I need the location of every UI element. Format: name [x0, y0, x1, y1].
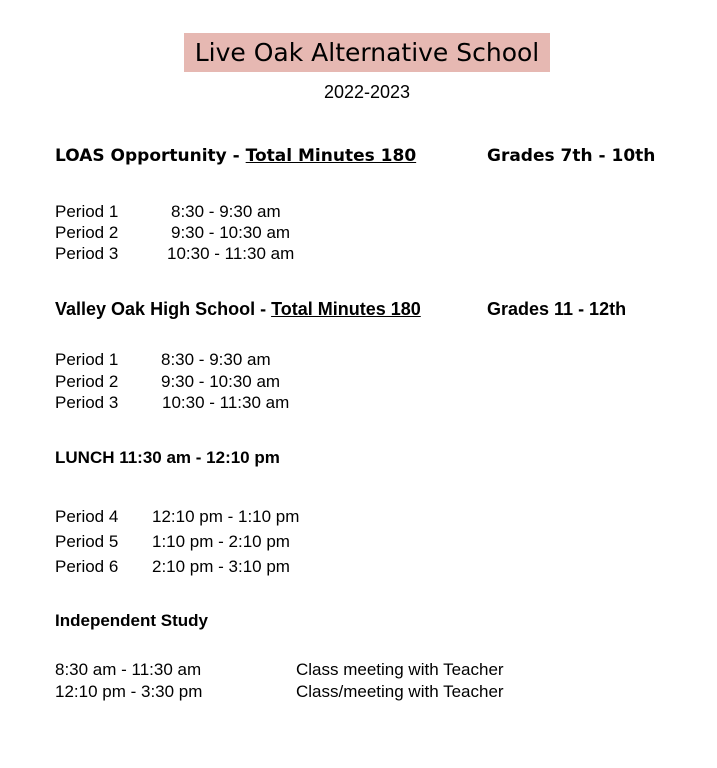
valley-period-3-label: Period 3: [55, 393, 119, 412]
loas-period-2-time: 9:30 - 10:30 am: [171, 223, 291, 242]
period-4-label: Period 4: [55, 507, 119, 526]
loas-heading-label: LOAS Opportunity -: [55, 146, 246, 166]
period-6-label: Period 6: [55, 557, 119, 576]
loas-period-3-label: Period 3: [55, 244, 119, 263]
loas-period-1-label: Period 1: [55, 202, 119, 221]
period-6-time: 2:10 pm - 3:10 pm: [152, 557, 290, 576]
valley-period-2-label: Period 2: [55, 372, 119, 391]
loas-period-1-time: 8:30 - 9:30 am: [171, 202, 281, 221]
loas-total-minutes: Total Minutes 180: [245, 146, 417, 166]
valley-grades: Grades 11 - 12th: [487, 299, 627, 319]
independent-row-2-desc: Class/meeting with Teacher: [296, 682, 504, 701]
loas-period-3-time: 10:30 - 11:30 am: [167, 244, 295, 263]
valley-period-2-time: 9:30 - 10:30 am: [161, 372, 281, 391]
school-title: Live Oak Alternative School: [184, 33, 550, 72]
valley-heading: [55, 299, 421, 320]
valley-total-minutes: Total Minutes 180: [271, 299, 421, 319]
valley-period-3-time: 10:30 - 11:30 am: [162, 393, 290, 412]
period-4-time: 12:10 pm - 1:10 pm: [152, 507, 300, 526]
period-5-label: Period 5: [55, 532, 119, 551]
valley-period-1-label: Period 1: [55, 350, 119, 369]
independent-row-1-desc: Class meeting with Teacher: [296, 660, 504, 679]
independent-heading: Independent Study: [55, 611, 208, 630]
school-year: 2022-2023: [323, 82, 411, 102]
independent-row-2-time: 12:10 pm - 3:30 pm: [55, 682, 203, 701]
valley-period-1-time: 8:30 - 9:30 am: [161, 350, 271, 369]
period-5-time: 1:10 pm - 2:10 pm: [152, 532, 290, 551]
lunch-heading: LUNCH 11:30 am - 12:10 pm: [55, 448, 280, 467]
independent-row-1-time: 8:30 am - 11:30 am: [55, 660, 202, 679]
valley-heading-label: Valley Oak High School -: [55, 299, 272, 319]
loas-grades: Grades 7th - 10th: [487, 146, 656, 166]
loas-heading: [55, 146, 416, 166]
loas-period-2-label: Period 2: [55, 223, 119, 242]
